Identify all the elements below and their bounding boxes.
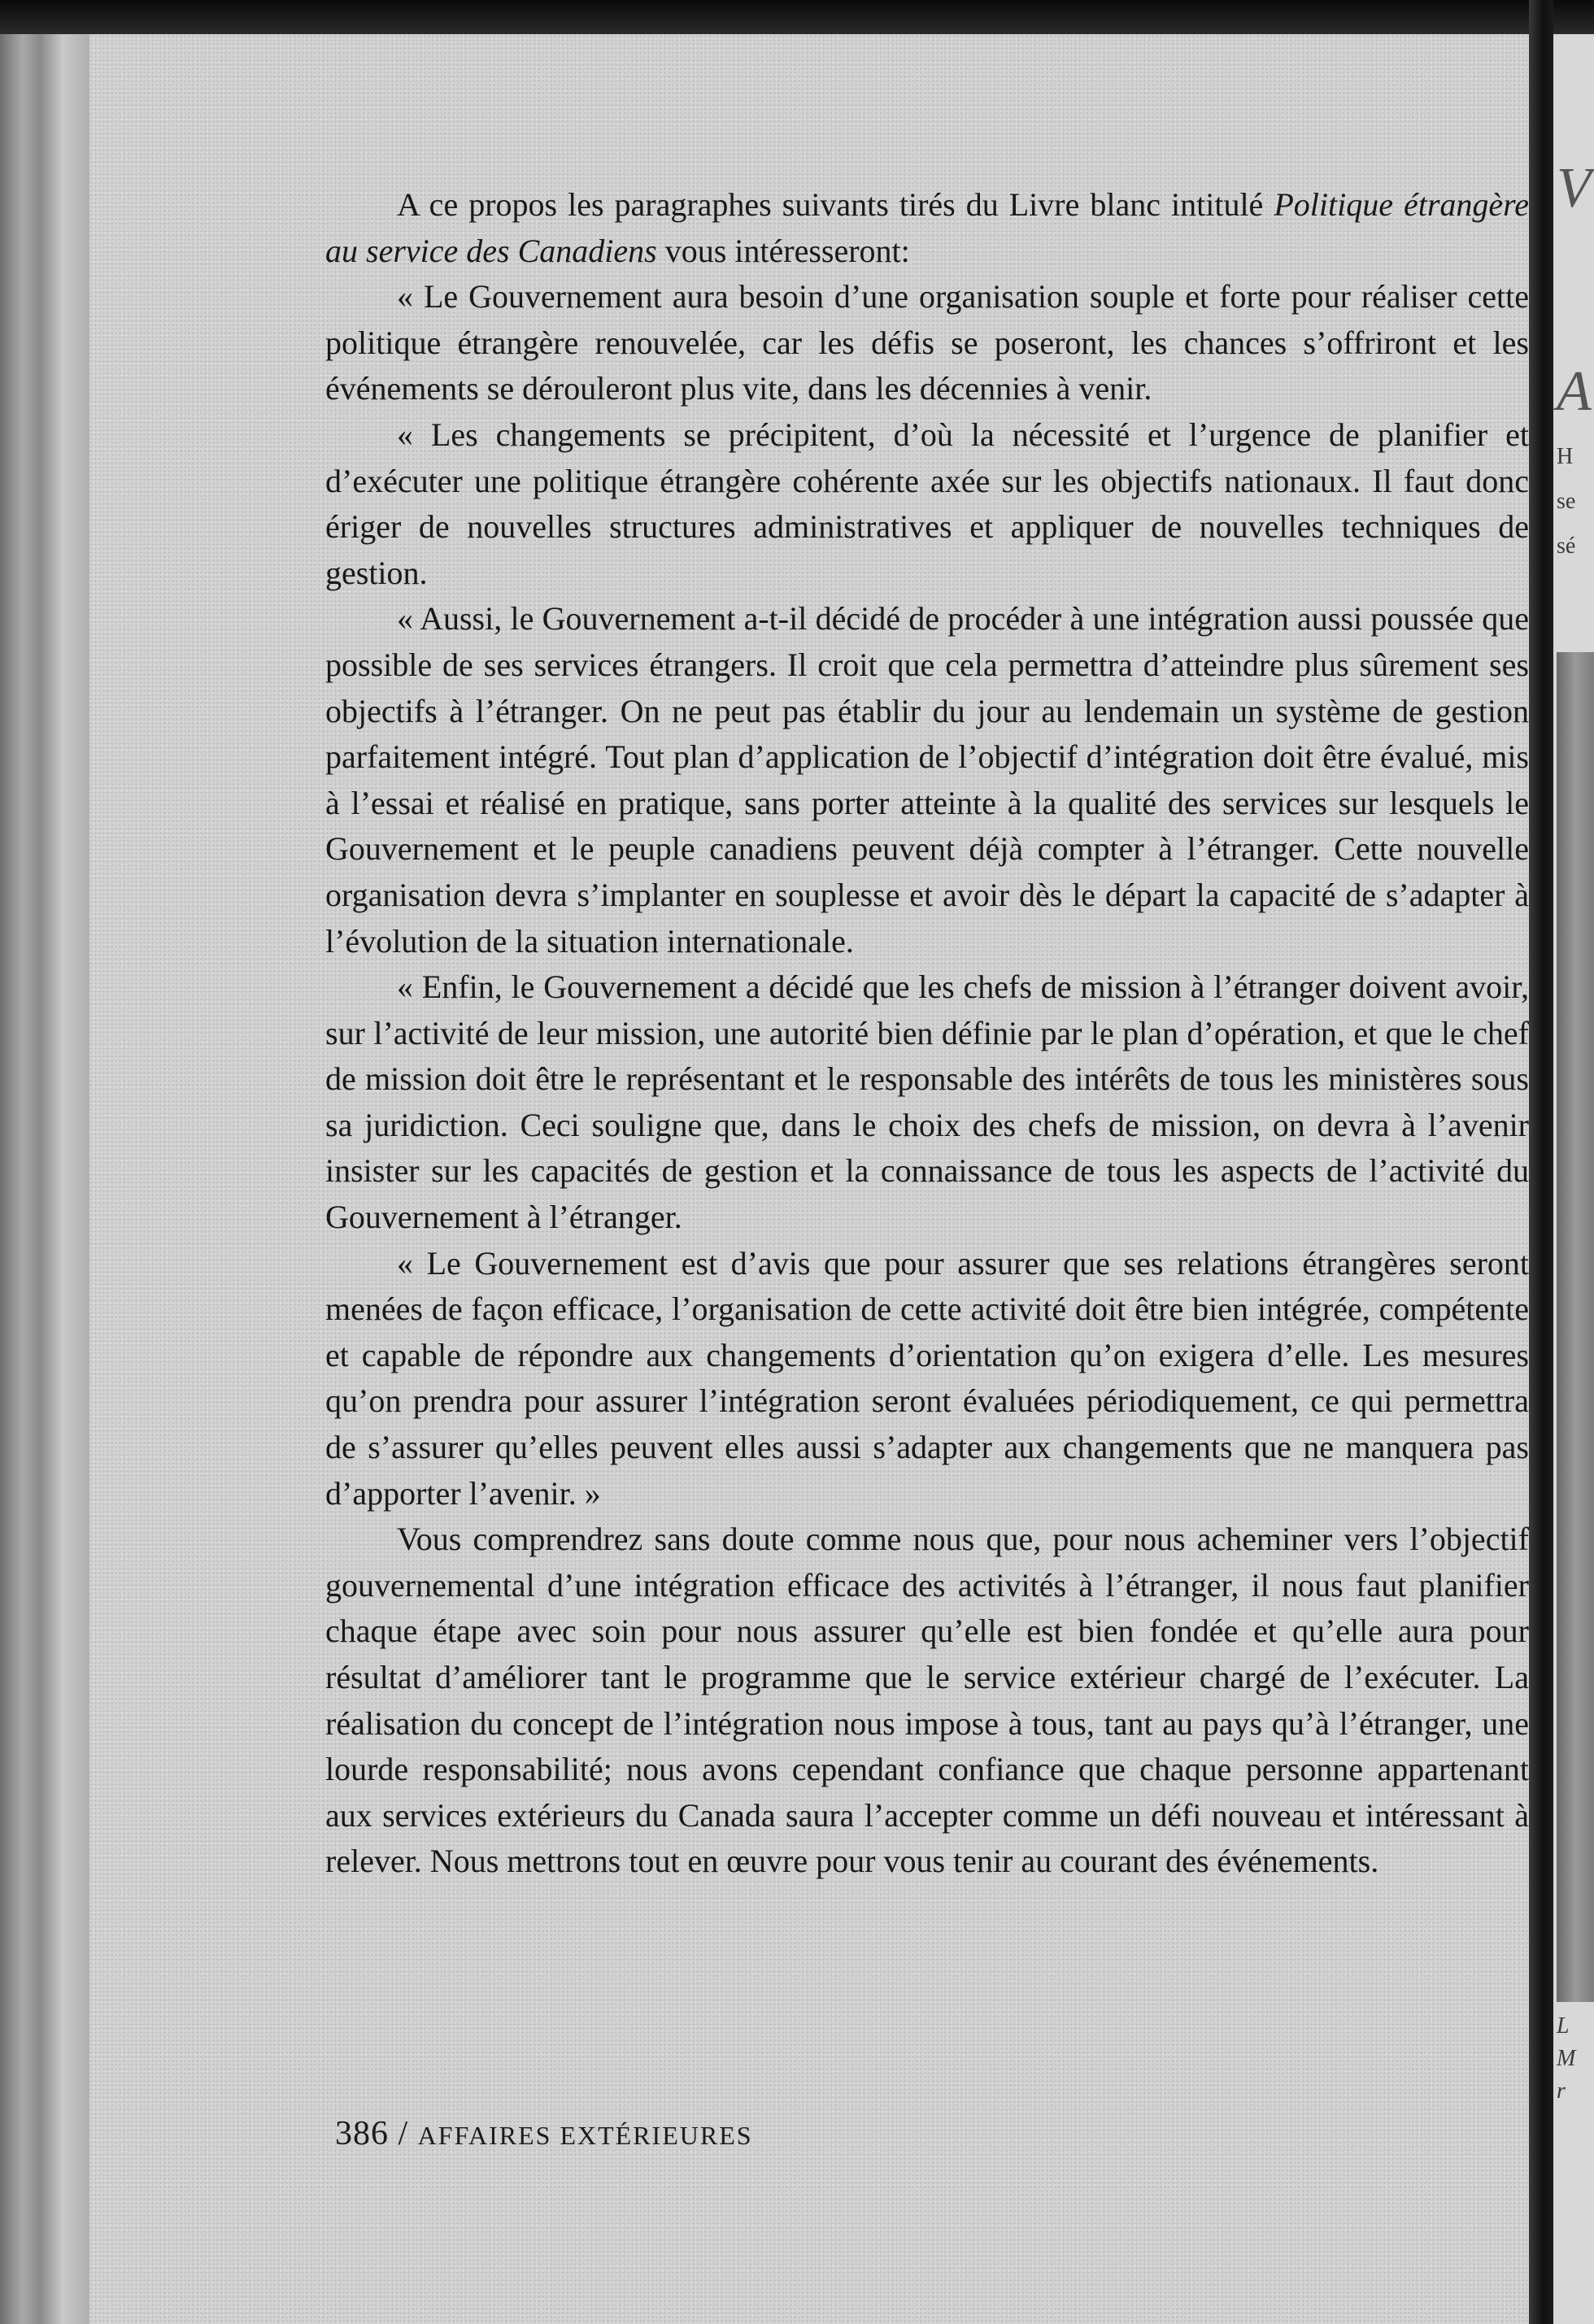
quote-paragraph: « Aussi, le Gouvernement a-t-il décidé de procéder à une intégration aussi poussée que possible de ses services étrangers. Il croit que cela permettra d’atteindre plus sûrement ses objectifs à l’étranger. On ne peut pas établir du jour au lendemain un système de gestion parfaitement intégré. Tout plan d’application de l’objectif d’intégration doit être évalué, mis à l’essai et réalisé en pratique, sans porter atteinte à la qualité des services sur lesquels le Gouvernement et le peuple canadiens peuvent déjà compter à l’étranger. Cette nouvelle organisation devra s’implanter en souplesse et avoir dès le départ la capacité de s’adapter à l’évolution de la situation internationale. [325,600,1529,960]
quote-paragraph: « Enfin, le Gouvernement a décidé que les chefs de mission à l’étranger doivent avoir, sur l’activité de leur mission, une autorité bien définie par le plan d’opération, et que le chef de mission doit être le représentant et le responsable des intérêts de tous les ministères sous sa juridiction. Ceci souligne que, dans le choix des chefs de mission, on devra à l’avenir insister sur les capacités de gestion et la connaissance de tous les aspects de l’activité du Gouvernement à l’étranger. [325,968,1529,1236]
scan-top-edge [0,0,1594,34]
adjacent-page-edge [1553,34,1594,2324]
book-spine [1529,0,1553,2324]
footer-separator: / [398,2115,409,2152]
paragraph-intro [325,182,1529,274]
adjacent-fragment: sé [1557,533,1576,559]
closing-paragraph: Vous comprendrez sans doute comme nous que, pour nous acheminer vers l’objectif gouvernemental d’une intégration efficace des activités à l’étranger, il nous faut planifier chaque étape avec soin pour nous assurer qu’elle est bien fondée et qu’elle aura pour résultat d’améliorer tant le programme que le service extérieur chargé de l’exécuter. La réalisation du concept de l’intégration nous impose à tous, tant au pays qu’à l’étranger, une lourde responsabilité; nous avons cependant confiance que chaque personne appartenant aux services extérieurs du Canada saura l’accepter comme un défi nouveau et intéressant à relever. Nous mettrons tout en œuvre pour vous tenir au courant des événements. [325,1521,1529,1880]
quote-paragraph: « Les changements se précipitent, d’où la nécessité et l’urgence de planifier et d’exécuter une politique étrangère cohérente axée sur les objectifs nationaux. Il faut donc ériger de nouvelles structures administratives et appliquer de nouvelles techniques de gestion. [325,416,1529,591]
body-text [325,182,1529,1885]
adjacent-fragment: L [1557,2013,1570,2039]
page-footer [335,2114,753,2153]
adjacent-fragment: A [1557,360,1592,423]
adjacent-fragment: H [1557,444,1574,469]
white-paper-title: Politique étrangère au service des Canadiens [325,186,1529,269]
intro-lead: A ce propos les paragraphes suivants tirés du Livre blanc intitulé [397,186,1274,223]
adjacent-fragment: M [1557,2046,1576,2071]
quote-paragraph: « Le Gouvernement aura besoin d’une organisation souple et forte pour réaliser cette politique étrangère renouvelée, car les défis se poseront, les chances s’offriront et les événements se dérouleront plus vite, dans les décennies à venir. [325,278,1529,407]
adjacent-photo [1557,652,1594,2002]
adjacent-fragment: r [1557,2078,1566,2104]
running-head: AFFAIRES EXTÉRIEURES [417,2121,753,2150]
adjacent-fragment: se [1557,489,1576,514]
intro-tail: vous intéresseront: [656,232,910,269]
page-gutter-shadow [0,34,89,2324]
quote-paragraph: « Le Gouvernement est d’avis que pour assurer que ses relations étrangères seront menées de façon efficace, l’organisation de cette activité doit être bien intégrée, compétente et capable de répondre aux changements d’orientation qu’on exigera d’elle. Les mesures qu’on prendra pour assurer l’intégration seront évaluées périodiquement, ce qui permettra de s’assurer qu’elles peuvent elles aussi s’adapter aux changements que ne manquera pas d’apporter l’avenir. » [325,1244,1529,1512]
page-number: 386 [335,2115,389,2152]
adjacent-fragment: V [1557,157,1592,220]
